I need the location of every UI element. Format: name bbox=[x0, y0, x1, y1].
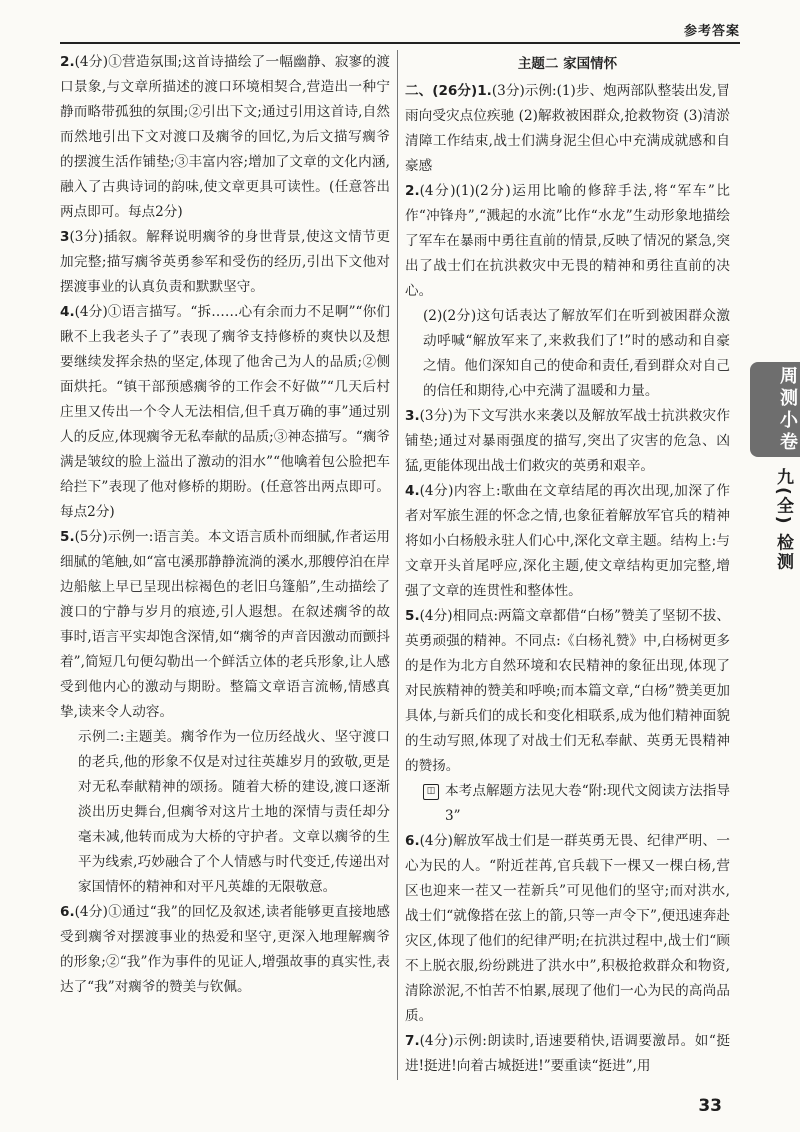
item-number: 5. bbox=[60, 529, 75, 545]
side-tab: 周测小卷 bbox=[750, 362, 800, 457]
answer-item bbox=[405, 604, 730, 779]
column-divider bbox=[397, 50, 398, 1080]
item-number: 2. bbox=[60, 54, 75, 70]
answer-item bbox=[405, 829, 730, 1029]
note-text: 本考点解题方法见大卷“附:现代文阅读方法指导3” bbox=[445, 783, 730, 824]
item-number: 二、(26分)1. bbox=[405, 83, 492, 99]
right-column bbox=[405, 50, 730, 1079]
answer-item bbox=[405, 404, 730, 479]
answer-item bbox=[405, 79, 730, 179]
item-number: 7. bbox=[405, 1033, 420, 1049]
item-number: 3. bbox=[405, 408, 420, 424]
answer-item bbox=[405, 179, 730, 304]
item-text: (3分)插叙。解释说明瘸爷的身世背景,使这文情节更加完整;描写瘸爷英勇参军和受伤的经历,引出下文他对摆渡事业的认真负责和默默坚守。 bbox=[60, 229, 390, 295]
answer-item bbox=[405, 779, 730, 829]
item-text: (5分)示例一:语言美。本文语言质朴而细腻,作者运用细腻的笔触,如“富屯溪那静静流淌的溪水,那艘停泊在岸边船舷上早已呈现出棕褐色的老旧乌篷船”,生动描绘了渡口的宁静与岁月的痕迹,引人遐想。在叙述瘸爷的故事时,语言平实却饱含深情,如“瘸爷的声音因激动而颤抖着”,简短几句便勾勒出一个鲜活立体的老兵形象,让人感受到他内心的激动与期盼。整篇文章语言流畅,情感真挚,读来令人动容。 bbox=[60, 529, 390, 720]
item-number: 2. bbox=[405, 183, 420, 199]
header-rule bbox=[60, 42, 740, 44]
side-tab-sub: 九(全) 检测 bbox=[773, 468, 793, 572]
item-number: 6. bbox=[405, 833, 420, 849]
item-text: (4分)解放军战士们是一群英勇无畏、纪律严明、一心为民的人。“附近茬苒,官兵载下一棵又一棵白杨,营区也迎来一茬又一茬新兵”可见他们的坚守;而对洪水,战士们“就像搭在弦上的箭,只等一声令下”,便迅速奔赴灾区,体现了他们的纪律严明;在抗洪过程中,战士们“顾不上脱衣服,纷纷跳进了洪水中”,积极抢救群众和物资,清除淤泥,不怕苦不怕累,展现了他们一心为民的高尚品质。 bbox=[405, 833, 730, 1024]
item-text: (4分)①通过“我”的回忆及叙述,读者能够更直接地感受到瘸爷对摆渡事业的热爱和坚守,更深入地理解瘸爷的形象;②“我”作为事件的见证人,增强故事的真实性,表达了“我”对瘸爷的赞美与钦佩。 bbox=[60, 904, 390, 995]
left-column bbox=[60, 50, 390, 1000]
item-text: (4分)示例:朗读时,语速要稍快,语调要激昂。如“挺进!挺进!向着古城挺进!”要重读“挺进”,用 bbox=[405, 1033, 730, 1074]
item-text: 示例二:主题美。瘸爷作为一位历经战火、坚守渡口的老兵,他的形象不仅是对过往英雄岁月的致敬,更是对无私奉献精神的颂扬。随着大桥的建设,渡口逐渐淡出历史舞台,但瘸爷对这片土地的深情与责任却分毫未减,他转而成为大桥的守护者。文章以瘸爷的生平为线索,巧妙融合了个人情感与时代变迁,传递出对家国情怀的精神和对平凡英雄的无限敬意。 bbox=[78, 729, 390, 895]
item-text: (4分)①语言描写。“拆……心有余而力不足啊”“你们瞅不上我老头子了”表现了瘸爷支持修桥的爽快以及想要继续发挥余热的坚定,体现了他舍己为人的品质;②侧面烘托。“镇干部预感瘸爷的工作会不好做”“几天后村庄里又传出一个令人无法相信,但千真万确的事”通过别人的反应,体现瘸爷无私奉献的品质;③神态描写。“瘸爷满是皱纹的脸上溢出了激动的泪水”“他噙着包公脸把车给拦下”表现了他对修桥的期盼。(任意答出两点即可。每点2分) bbox=[60, 304, 390, 520]
item-number: 6. bbox=[60, 904, 75, 920]
item-text: (3分)为下文写洪水来袭以及解放军战士抗洪救灾作铺垫;通过对暴雨强度的描写,突出了灾害的危急、凶猛,更能体现出战士们救灾的英勇和艰辛。 bbox=[405, 408, 730, 474]
item-text: (4分)(1)(2分)运用比喻的修辞手法,将“军车”比作“冲锋舟”,“溅起的水流”比作“水龙”生动形象地描绘了军车在暴雨中勇往直前的情景,反映了情况的紧急,突出了战士们在抗洪救灾中无畏的精神和勇往直前的决心。 bbox=[405, 183, 730, 299]
item-number: 5. bbox=[405, 608, 420, 624]
answer-item bbox=[60, 225, 390, 300]
section-title: 主题二 家国情怀 bbox=[517, 56, 618, 72]
item-text: (4分)①营造氛围;这首诗描绘了一幅幽静、寂寥的渡口景象,与文章所描述的渡口环境相契合,营造出一种宁静而略带孤独的氛围;②引出下文;通过引用这首诗,自然而然地引出下文对渡口及瘸爷的回忆,为后文描写瘸爷的摆渡生活作铺垫;③丰富内容;增加了文章的文化内涵,融入了古典诗词的韵味,使文章更具可读性。(任意答出两点即可。每点2分) bbox=[60, 54, 390, 220]
item-number: 4. bbox=[405, 483, 420, 499]
answer-item bbox=[60, 300, 390, 525]
method-note bbox=[423, 779, 730, 829]
answer-item bbox=[60, 50, 390, 225]
page-header bbox=[0, 0, 800, 44]
answer-item bbox=[405, 304, 730, 404]
item-text: (4分)相同点:两篇文章都借“白杨”赞美了坚韧不拔、英勇顽强的精神。不同点:《白杨礼赞》中,白杨树更多的是作为北方自然环境和农民精神的象征出现,体现了对民族精神的赞美和呼唤;而本篇文章,“白杨”赞美更加具体,与新兵们的成长和变化相联系,成为他们精神面貌的生动写照,体现了对战士们无私奉献、英勇无畏精神的赞扬。 bbox=[405, 608, 730, 774]
item-text: (3分)示例:(1)步、炮两部队整装出发,冒雨向受灾点位疾驰 (2)解救被困群众,抢救物资 (3)清淤清障工作结束,战士们满身泥尘但心中充满成就感和自豪感 bbox=[405, 83, 731, 174]
item-text: (4分)内容上:歌曲在文章结尾的再次出现,加深了作者对军旅生涯的怀念之情,也象征着解放军官兵的精神将如小白杨般永驻人们心中,深化文章主题。结构上:与文章开头首尾呼应,深化主题,使文章结构更加完整,增强了文章的连贯性和整体性。 bbox=[405, 483, 730, 599]
item-number: 4. bbox=[60, 304, 75, 320]
answer-item bbox=[405, 479, 730, 604]
answer-item bbox=[60, 525, 390, 725]
item-number: 3 bbox=[60, 229, 70, 245]
note-icon: ◫ bbox=[423, 784, 439, 800]
answer-item bbox=[60, 900, 390, 1000]
header-title: 参考答案 bbox=[683, 24, 740, 39]
answer-item bbox=[60, 725, 390, 900]
page-number: 33 bbox=[698, 1096, 722, 1116]
answer-item bbox=[405, 1029, 730, 1079]
item-text: (2)(2分)这句话表达了解放军们在听到被困群众激动呼喊“解放军来了,来救我们了!”时的感动和自豪之情。他们深知自己的使命和责任,看到群众对自己的信任和期待,心中充满了温暖和力量。 bbox=[423, 308, 730, 399]
